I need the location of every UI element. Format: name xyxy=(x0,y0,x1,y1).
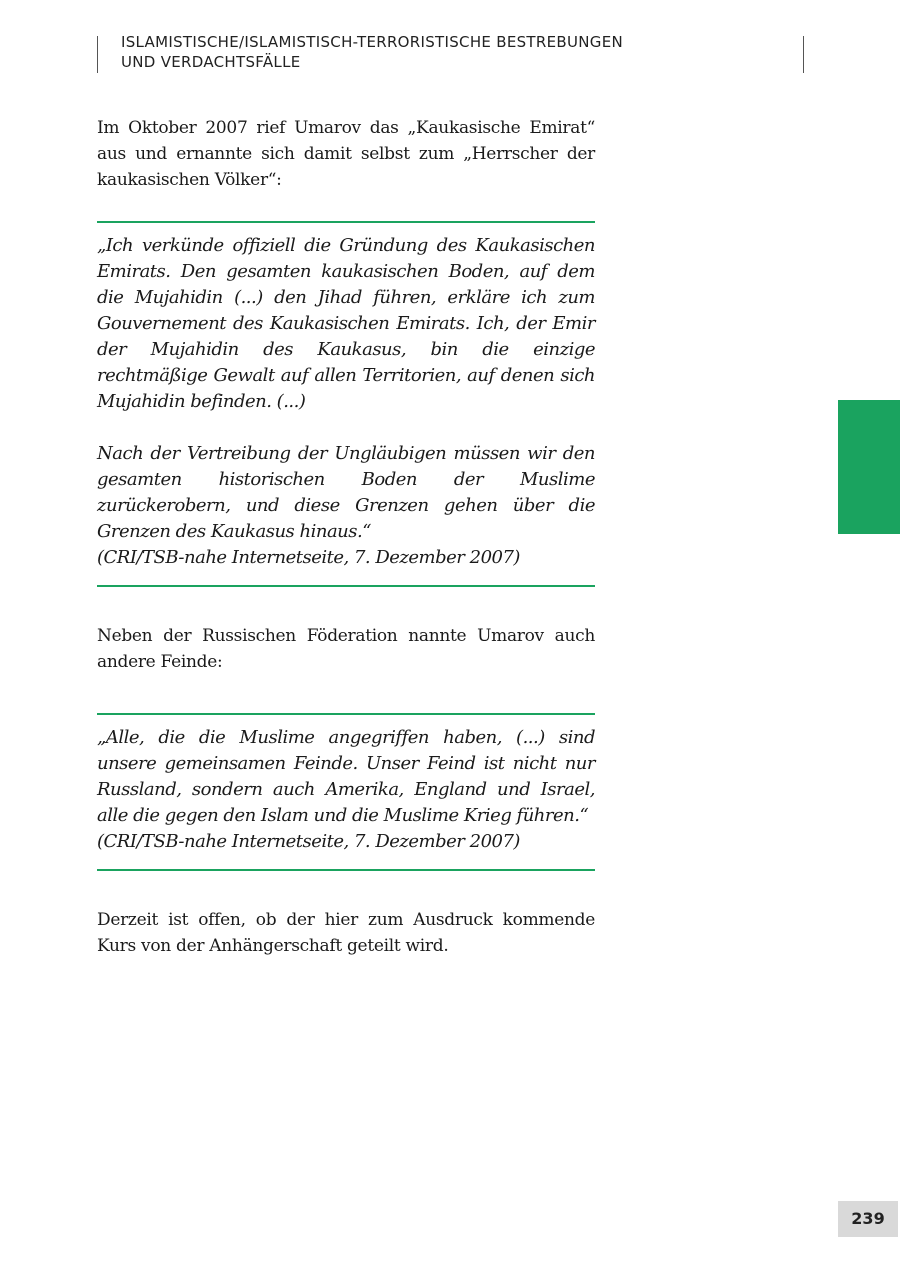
enemies-paragraph xyxy=(97,623,595,675)
main-content xyxy=(97,115,595,959)
enemies-paragraph-text: Neben der Russischen Föderation nannte Umarov auch andere Feinde: xyxy=(97,626,595,672)
conclusion-paragraph xyxy=(97,907,595,959)
quote-2-source: (CRI/TSB-nahe Internetseite, 7. Dezember 2007) xyxy=(97,831,520,852)
quote-1-paragraph-1: „Ich verkünde offiziell die Gründung des Kaukasischen Emirats. Den gesamten kaukasischen Boden, auf dem die Mujahidin (...) den Jihad führen, erkläre ich zum Gouvernement des Kaukasischen Emirats. Ich, der Emir der Mujahidin des Kaukasus, bin die einzige rechtmäßige Gewalt auf allen Territorien, auf denen sich Mujahidin befinden. (...) xyxy=(97,235,595,412)
conclusion-paragraph-text: Derzeit ist offen, ob der hier zum Ausdruck kommende Kurs von der Anhängerschaft geteilt wird. xyxy=(97,910,595,956)
chapter-side-tab xyxy=(838,400,900,534)
quote-1-spacer xyxy=(97,415,595,441)
quote-block-1 xyxy=(97,221,595,587)
quote-1-source: (CRI/TSB-nahe Internetseite, 7. Dezember 2007) xyxy=(97,547,520,568)
header-title xyxy=(121,32,623,72)
quote-2-paragraph-1: „Alle, die die Muslime angegriffen haben, (...) sind unsere gemeinsamen Feinde. Unser Feind ist nicht nur Russland, sondern auch Amerika, England und Israel, alle die gegen den Islam und die Muslime Krieg führen.“ xyxy=(97,727,595,826)
header-title-line-1: ISLAMISTISCHE/ISLAMISTISCH-TERRORISTISCHE BESTREBUNGEN xyxy=(121,33,624,51)
quote-1-paragraph-2: Nach der Vertreibung der Ungläubigen müssen wir den gesamten historischen Boden der Muslime zurückerobern, und diese Grenzen gehen über die Grenzen des Kaukasus hinaus.“ xyxy=(97,443,595,542)
intro-paragraph-text: Im Oktober 2007 rief Umarov das „Kaukasische Emirat“ aus und ernannte sich damit selbst zum „Herrscher der kaukasischen Völker“: xyxy=(97,118,595,190)
quote-block-2 xyxy=(97,713,595,871)
page-number: 239 xyxy=(838,1201,898,1237)
intro-paragraph xyxy=(97,115,595,193)
running-header xyxy=(97,33,804,73)
header-title-line-2: UND VERDACHTSFÄLLE xyxy=(121,53,301,71)
